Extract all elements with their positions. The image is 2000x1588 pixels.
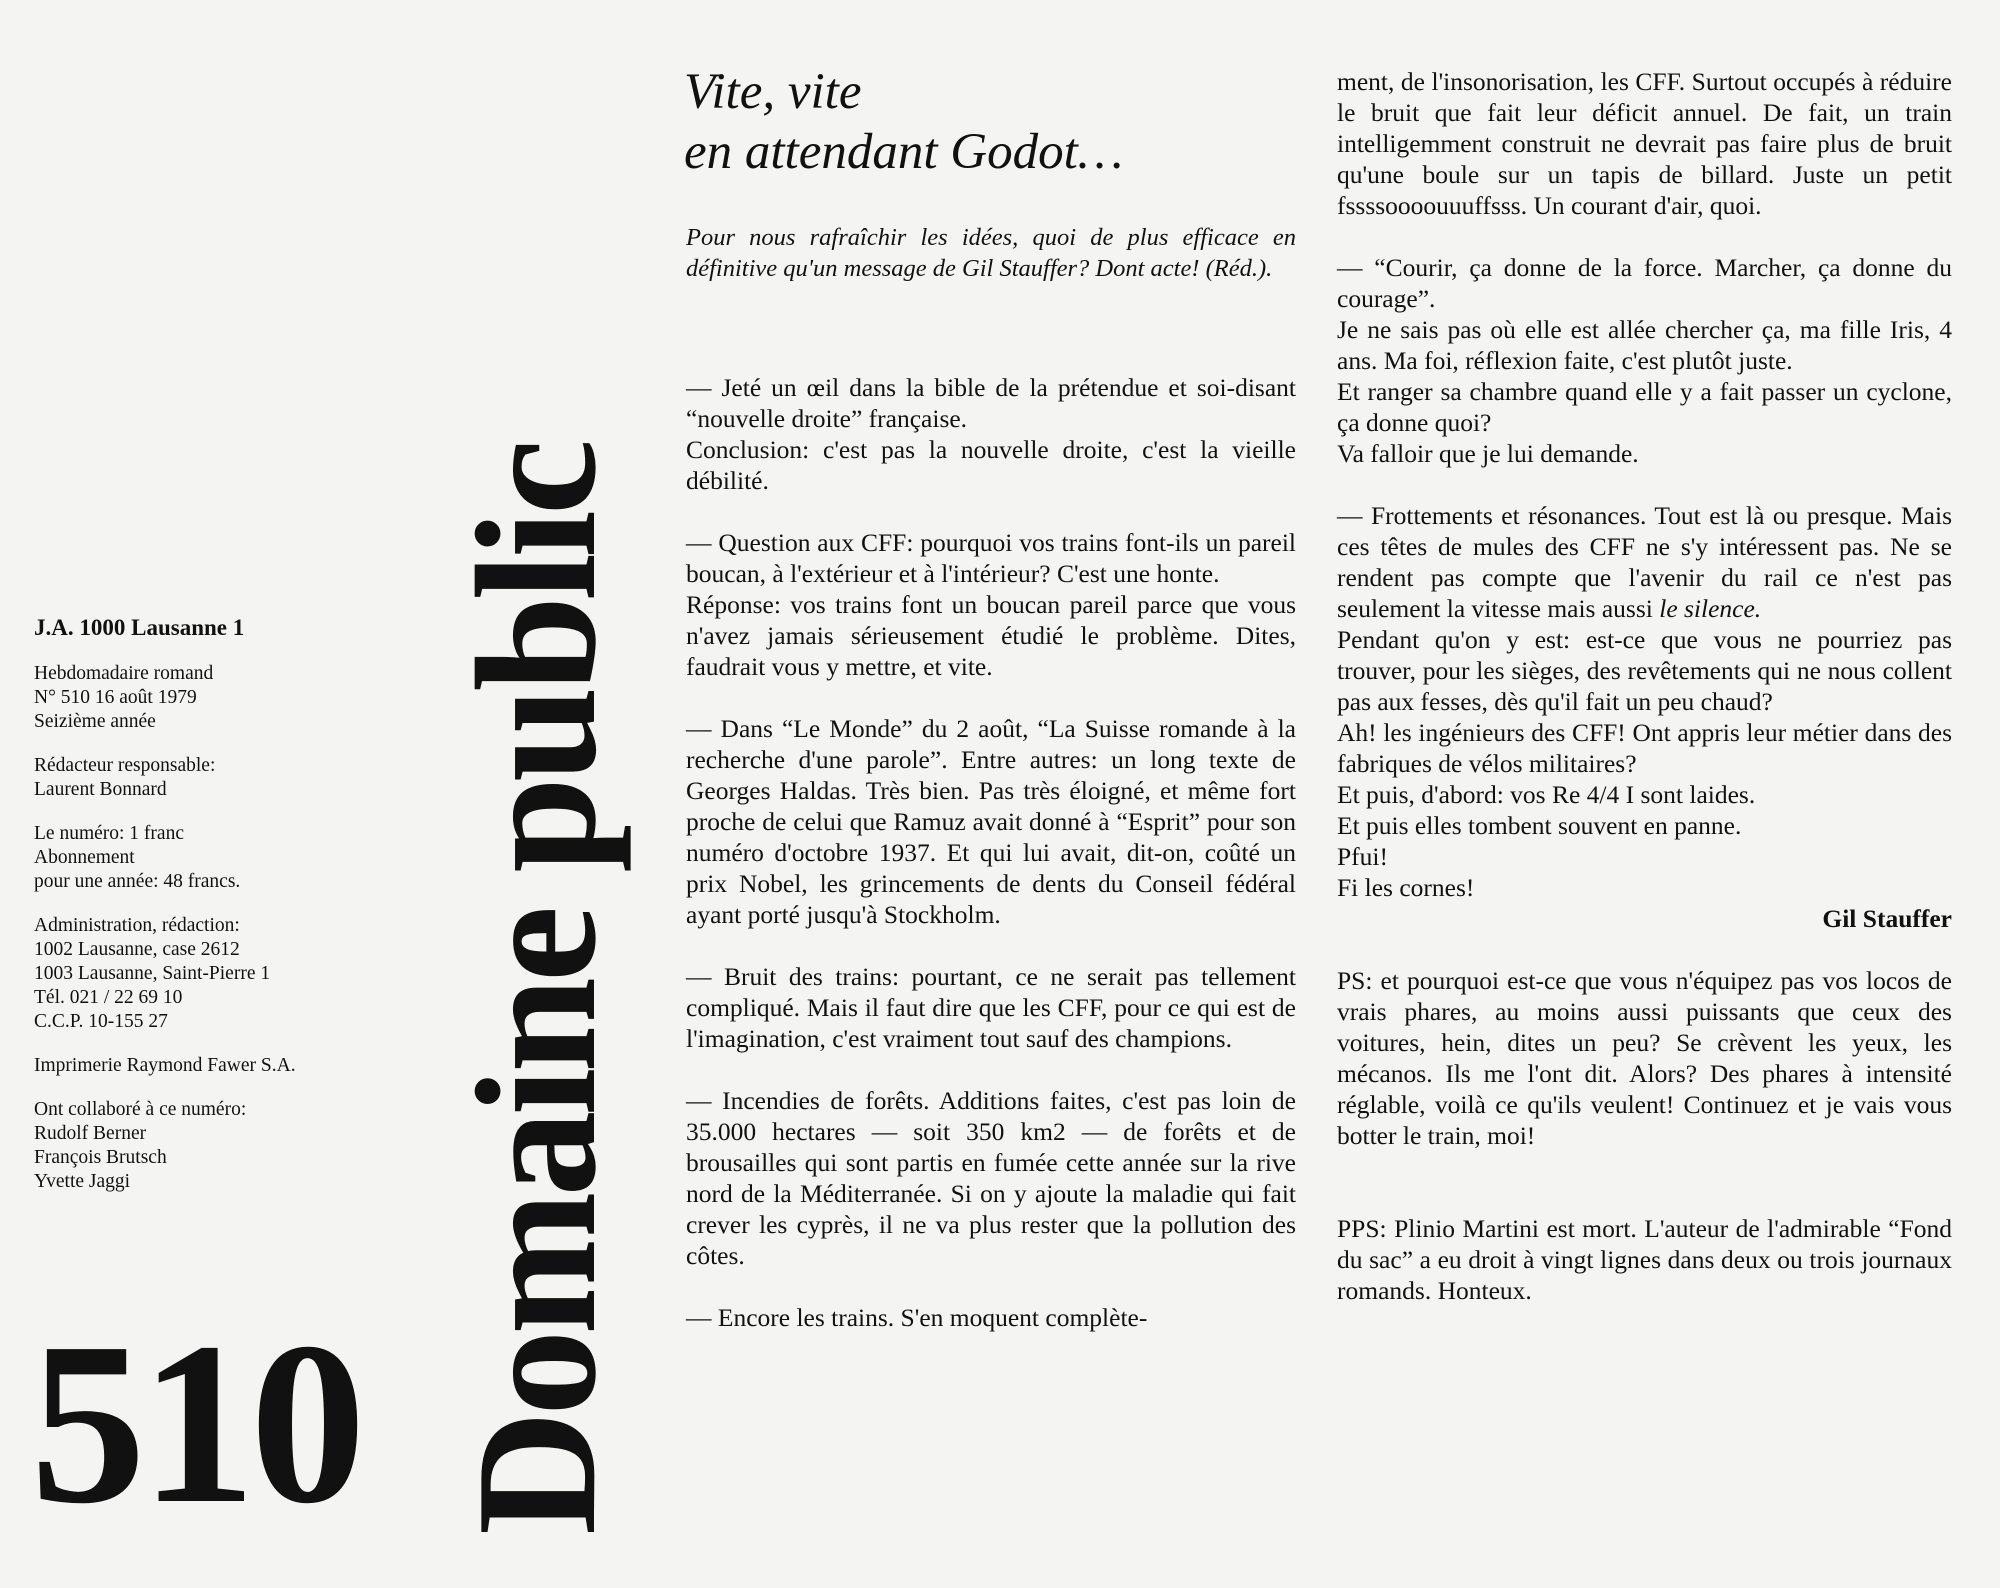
paragraph: — Question aux CFF: pourquoi vos trains font-ils un pareil boucan, à l'extérieur et à l'intérieur? C'est une honte. [686, 528, 1296, 588]
article-column-2 [1337, 66, 1952, 1337]
paragraph: — Jeté un œil dans la bible de la prétendue et soi-disant “nouvelle droite” française. [686, 373, 1296, 433]
hebdo-line: Hebdomadaire romand [34, 663, 214, 684]
paragraph: Et puis elles tombent souvent en panne. [1337, 811, 1742, 840]
author-signature: Gil Stauffer [1822, 904, 1952, 933]
collaborator: Rudolf Berner [34, 1123, 147, 1144]
paragraph: Va falloir que je lui demande. [1337, 439, 1639, 468]
paragraph: — Incendies de forêts. Additions faites, c'est pas loin de 35.000 hectares — soit 350 km2 — de forêts et de brousailles qui sont partis en fumée cette année sur la rive nord de la Méditerranée. Si on y ajoute la maladie qui fait crever les cyprès, il ne va plus rester que la pollution des côtes. [686, 1086, 1296, 1270]
editor-info [34, 754, 374, 802]
paragraph: ment, de l'insonorisation, les CFF. Surtout occupés à réduire le bruit que fait leur déficit annuel. De fait, un train intelligemment construit ne devrait pas faire plus de bruit qu'une boule sur un tapis de billard. Juste un petit fssssoooouuuffsss. Un courant d'air, quoi. [1337, 67, 1952, 220]
paragraph: Ah! les ingénieurs des CFF! Ont appris leur métier dans des fabriques de vélos militaires? [1337, 718, 1952, 778]
issue-line: N° 510 16 août 1979 [34, 687, 197, 708]
publication-title: Domaine public [442, 443, 632, 1535]
paragraph: Et ranger sa chambre quand elle y a fait passer un cyclone, ça donne quoi? [1337, 377, 1952, 437]
subscription-label: Abonnement [34, 847, 135, 868]
paragraph: Réponse: vos trains font un boucan pareil parce que vous n'avez jamais sérieusement étudié le problème. Dites, faudrait vous y mettre, et vite. [686, 590, 1296, 681]
paragraph: — Encore les trains. S'en moquent complète- [686, 1303, 1148, 1332]
paragraph: Et puis, d'abord: vos Re 4/4 I sont laides. [1337, 780, 1756, 809]
admin-address-2: 1003 Lausanne, Saint-Pierre 1 [34, 963, 271, 984]
headline-line-2: en attendant Godot… [684, 124, 1124, 180]
paragraph: Pfui! [1337, 842, 1388, 871]
emphasis-text: le silence. [1659, 594, 1762, 623]
paragraph: — “Courir, ça donne de la force. Marcher, ça donne du courage”. [1337, 253, 1952, 313]
postal-code-line: J.A. 1000 Lausanne 1 [34, 615, 245, 640]
printer-info [34, 1054, 374, 1078]
editor-label: Rédacteur responsable: [34, 755, 216, 776]
post-postscript: PPS: Plinio Martini est mort. L'auteur de l'admirable “Fond du sac” a eu droit à vingt lignes dans deux ou trois journaux romands. Honteux. [1337, 1214, 1952, 1305]
paragraph: Pendant qu'on y est: est-ce que vous ne pourriez pas trouver, pour les sièges, des revêtements qui ne nous collent pas aux fesses, dès qu'il fait un peu chaud? [1337, 625, 1952, 716]
masthead-info [34, 616, 374, 1214]
admin-info [34, 914, 374, 1034]
article-headline [684, 62, 1304, 182]
price-line: Le numéro: 1 franc [34, 823, 184, 844]
phone-line: Tél. 021 / 22 69 10 [34, 987, 183, 1008]
postscript: PS: et pourquoi est-ce que vous n'équipez pas vos locos de vrais phares, au moins aussi puissants que ceux des voitures, hein, dites un peu? Se crèvent les yeux, les mécanos. Ils me l'ont dit. Alors? Des phares à intensité réglable, voilà ce qu'ils veulent! Continuez et je vais vous botter le train, moi! [1337, 966, 1952, 1150]
paragraph: — Bruit des trains: pourtant, ce ne serait pas tellement compliqué. Mais il faut dire que les CFF, pour ce qui est de l'imagination, c'est vraiment tout sauf des champions. [686, 962, 1296, 1053]
paragraph: Je ne sais pas où elle est allée chercher ça, ma fille Iris, 4 ans. Ma foi, réflexion faite, c'est plutôt juste. [1337, 315, 1952, 375]
paragraph: Fi les cornes! [1337, 873, 1475, 902]
article-intro: Pour nous rafraîchir les idées, quoi de plus efficace en définitive qu'un message de Gil Stauffer? Dont acte! (Réd.). [686, 224, 1296, 282]
year-line: Seizième année [34, 711, 156, 732]
publication-info [34, 662, 374, 734]
issue-number: 510 [30, 1295, 360, 1552]
collaborators-info [34, 1098, 374, 1194]
publication-title-wrap [442, 140, 632, 1535]
paragraph [1337, 500, 1952, 624]
collaborator: Yvette Jaggi [34, 1171, 131, 1192]
editor-name: Laurent Bonnard [34, 779, 167, 800]
collaborators-label: Ont collaboré à ce numéro: [34, 1099, 247, 1120]
paragraph: — Dans “Le Monde” du 2 août, “La Suisse romande à la recherche d'une parole”. Entre autres: un long texte de Georges Haldas. Très bien. Pas très éloigné, et même fort proche de celui que Ramuz avait donné à “Esprit” pour son numéro d'octobre 1937. Et qui lui avait, dit-on, coûté un prix Nobel, les grincements de dents du Conseil fédéral ayant porté jusqu'à Stockholm. [686, 714, 1296, 929]
printer-line: Imprimerie Raymond Fawer S.A. [34, 1055, 296, 1076]
subscription-price: pour une année: 48 francs. [34, 871, 241, 892]
article-column-1 [686, 372, 1296, 1364]
ccp-line: C.C.P. 10-155 27 [34, 1011, 168, 1032]
paragraph-text: — Frottements et résonances. Tout est là ou presque. Mais ces têtes de mules des CFF ne s'y intéressent pas. Ne se rendent pas compte que l'avenir du rail ce n'est pas seulement la vitesse mais aussi [1337, 501, 1952, 623]
price-info [34, 822, 374, 894]
paragraph: Conclusion: c'est pas la nouvelle droite, c'est la vieille débilité. [686, 435, 1296, 495]
headline-line-1: Vite, vite [684, 64, 862, 120]
collaborator: François Brutsch [34, 1147, 167, 1168]
admin-label: Administration, rédaction: [34, 915, 240, 936]
admin-address-1: 1002 Lausanne, case 2612 [34, 939, 240, 960]
